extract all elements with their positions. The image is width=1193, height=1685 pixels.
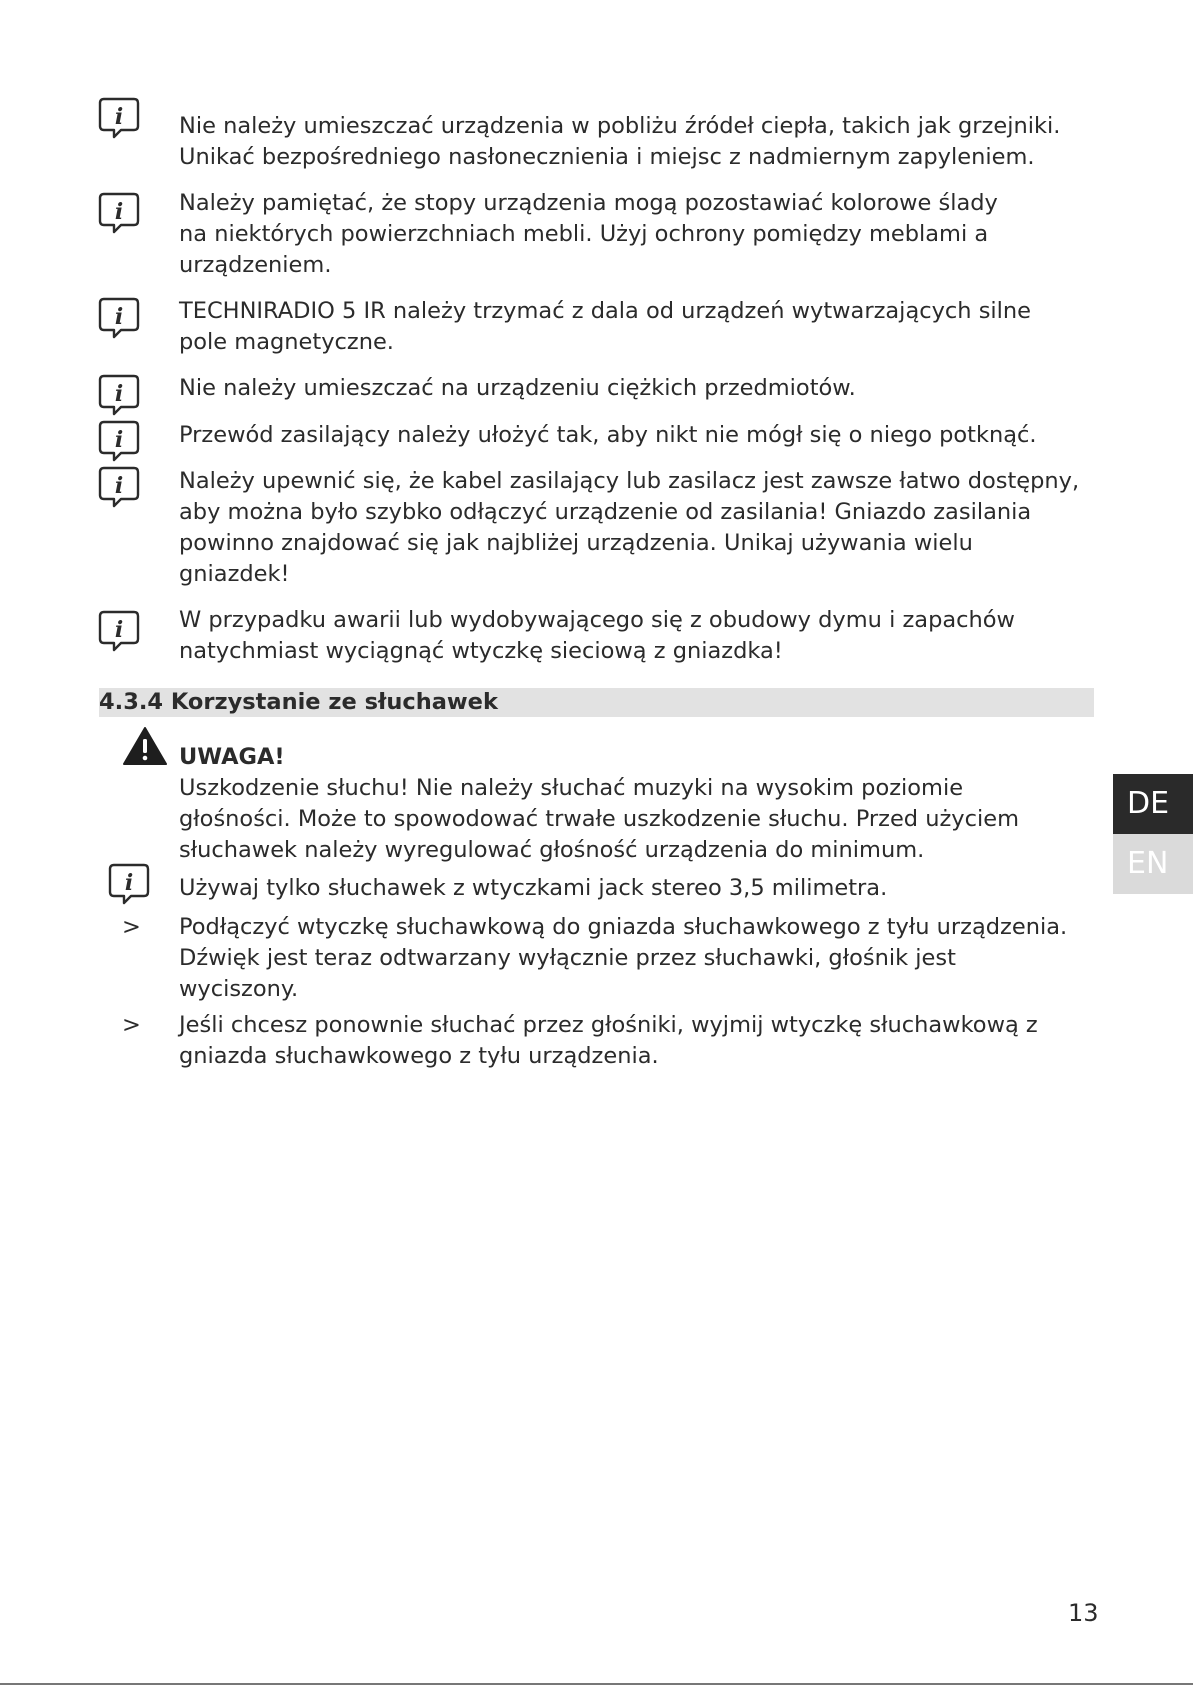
- note-7: W przypadku awarii lub wydobywającego się z obudowy dymu i zapachów natychmiast wyciągnąć wtyczkę sieciową z gniazdka!: [179, 607, 1015, 664]
- note-3: TECHNIRADIO 5 IR należy trzymać z dala od urządzeń wytwarzających silne pole magnetyczne.: [179, 298, 1032, 355]
- svg-text:i: i: [114, 104, 124, 130]
- warning-triangle-icon: [122, 726, 168, 766]
- svg-text:i: i: [114, 199, 124, 225]
- step-1: Podłączyć wtyczkę słuchawkową do gniazda słuchawkowego z tyłu urządzenia. Dźwięk jest teraz odtwarzany wyłącznie przez słuchawki, głośnik jest wyciszony.: [179, 914, 1068, 1002]
- svg-text:i: i: [124, 870, 134, 896]
- step-marker: >: [122, 1012, 141, 1038]
- note-4: Nie należy umieszczać na urządzeniu ciężkich przedmiotów.: [179, 375, 856, 401]
- note-5: Przewód zasilający należy ułożyć tak, aby nikt nie mógł się o niego potknąć.: [179, 422, 1037, 448]
- svg-text:i: i: [114, 381, 124, 407]
- info-icon: [96, 609, 142, 653]
- note-2: Należy pamiętać, że stopy urządzenia mogą pozostawiać kolorowe ślady na niektórych powierzchniach mebli. Użyj ochrony pomiędzy meblami a urządzeniem.: [179, 190, 998, 278]
- language-tab-de[interactable]: DE: [1113, 774, 1193, 834]
- step-marker: >: [122, 914, 141, 940]
- section-heading: 4.3.4 Korzystanie ze słuchawek: [99, 689, 498, 715]
- info-icon: [96, 296, 142, 340]
- warning-text: Uszkodzenie słuchu! Nie należy słuchać muzyki na wysokim poziomie głośności. Może to spowodować trwałe uszkodzenie słuchu. Przed użyciem słuchawek należy wyregulować głośność urządzenia do minimum.: [179, 775, 1019, 863]
- info-icon: [96, 419, 142, 463]
- language-tab-en[interactable]: EN: [1113, 834, 1193, 894]
- step-2: Jeśli chcesz ponownie słuchać przez głośniki, wyjmij wtyczkę słuchawkową z gniazda słuchawkowego z tyłu urządzenia.: [179, 1012, 1038, 1069]
- warning-title: UWAGA!: [179, 744, 285, 770]
- info-icon: [96, 373, 142, 417]
- page-number: 13: [1068, 1599, 1099, 1627]
- note-1: Nie należy umieszczać urządzenia w pobliżu źródeł ciepła, takich jak grzejniki. Unikać bezpośredniego nasłonecznienia i miejsc z nadmiernym zapyleniem.: [179, 113, 1061, 170]
- note-6: Należy upewnić się, że kabel zasilający lub zasilacz jest zawsze łatwo dostępny, aby można było szybko odłączyć urządzenie od zasilania! Gniazdo zasilania powinno znajdować się jak najbliżej urządzenia. Unikaj używania wielu gniazdek!: [179, 468, 1080, 587]
- svg-text:i: i: [114, 427, 124, 453]
- info-icon: [96, 465, 142, 509]
- svg-text:i: i: [114, 473, 124, 499]
- info-icon: [96, 191, 142, 235]
- info-icon: [96, 96, 142, 140]
- svg-text:i: i: [114, 304, 124, 330]
- svg-text:i: i: [114, 617, 124, 643]
- info-line: Używaj tylko słuchawek z wtyczkami jack stereo 3,5 milimetra.: [179, 875, 888, 901]
- info-icon: [106, 862, 152, 906]
